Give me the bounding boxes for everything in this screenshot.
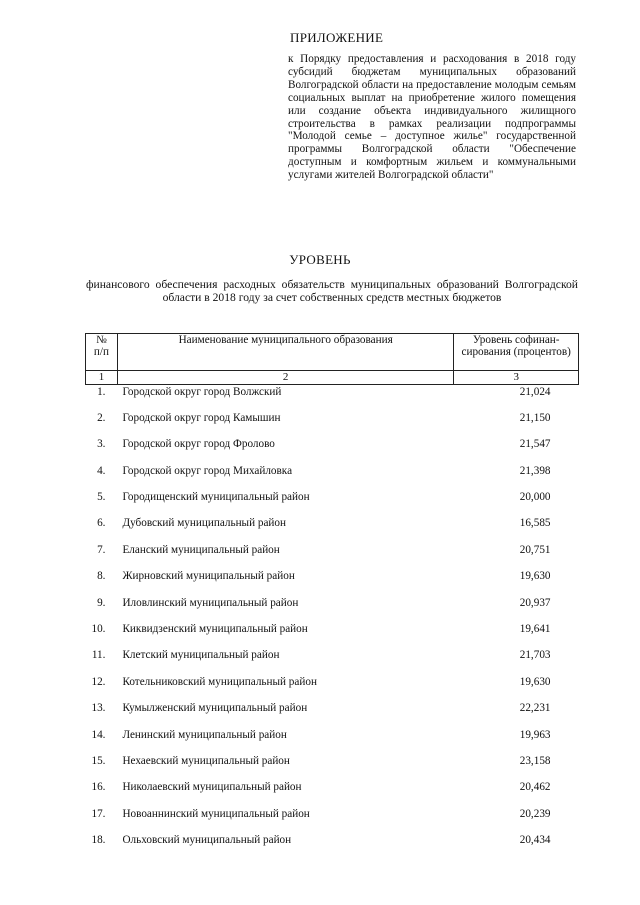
row-number: 15. bbox=[91, 754, 106, 767]
row-number: 7. bbox=[97, 543, 106, 556]
municipality-name: Городской округ город Фролово bbox=[122, 438, 275, 451]
row-number: 2. bbox=[97, 411, 106, 424]
table-row bbox=[86, 728, 579, 754]
table-row bbox=[86, 754, 579, 780]
table-row bbox=[86, 701, 579, 727]
table-row bbox=[86, 490, 579, 516]
table-body bbox=[86, 385, 579, 860]
municipality-name: Жирновский муниципальный район bbox=[122, 570, 295, 583]
row-number: 4. bbox=[97, 464, 106, 477]
row-number: 9. bbox=[97, 596, 106, 609]
municipality-name: Кумылженский муниципальный район bbox=[122, 702, 308, 715]
cofinancing-level: 21,703 bbox=[519, 649, 551, 662]
row-number: 10. bbox=[91, 623, 106, 636]
appendix-title: ПРИЛОЖЕНИЕ bbox=[290, 30, 384, 45]
header-number-line1: № bbox=[96, 334, 107, 346]
cofinancing-level: 21,547 bbox=[519, 438, 551, 451]
table-row bbox=[86, 464, 579, 490]
table-row bbox=[86, 780, 579, 806]
cofinancing-level: 19,641 bbox=[519, 623, 551, 636]
column-number-row bbox=[86, 371, 579, 385]
header-level: Уровень софинан-сирования (процентов) bbox=[454, 334, 579, 371]
row-number: 14. bbox=[91, 728, 106, 741]
column-number: 3 bbox=[454, 371, 579, 385]
table-header-row bbox=[86, 334, 579, 371]
row-number: 13. bbox=[91, 702, 106, 715]
header-name: Наименование муниципального образования bbox=[117, 334, 453, 371]
municipality-name: Иловлинский муниципальный район bbox=[122, 596, 299, 609]
table-row bbox=[86, 596, 579, 622]
municipality-name: Ленинский муниципальный район bbox=[122, 728, 287, 741]
cofinancing-level: 20,000 bbox=[519, 491, 551, 504]
table-row bbox=[86, 411, 579, 437]
municipality-name: Котельниковский муниципальный район bbox=[122, 675, 317, 688]
cofinancing-level: 20,937 bbox=[519, 596, 551, 609]
cofinancing-level: 23,158 bbox=[519, 754, 551, 767]
cofinancing-level: 20,751 bbox=[519, 543, 551, 556]
cofinancing-level: 20,462 bbox=[519, 781, 551, 794]
row-number: 3. bbox=[97, 438, 106, 451]
municipality-name: Клетский муниципальный район bbox=[122, 649, 280, 662]
row-number: 5. bbox=[97, 491, 106, 504]
row-number: 1. bbox=[97, 386, 106, 398]
cofinancing-level: 19,630 bbox=[519, 675, 551, 688]
cofinancing-level: 21,398 bbox=[519, 464, 551, 477]
table-row bbox=[86, 622, 579, 648]
municipality-name: Еланский муниципальный район bbox=[122, 543, 280, 556]
municipality-name: Николаевский муниципальный район bbox=[122, 781, 302, 794]
cofinancing-level: 19,963 bbox=[519, 728, 551, 741]
cofinancing-level: 21,024 bbox=[519, 386, 551, 398]
cofinancing-level: 19,630 bbox=[519, 570, 551, 583]
cofinancing-level: 20,239 bbox=[519, 807, 551, 820]
cofinancing-level: 20,434 bbox=[519, 834, 551, 847]
table-row bbox=[86, 543, 579, 569]
municipality-name: Городской округ город Камышин bbox=[122, 411, 281, 424]
column-number: 2 bbox=[117, 371, 453, 385]
header-number bbox=[86, 334, 118, 371]
municipality-name: Ольховский муниципальный район bbox=[122, 834, 292, 847]
table-row bbox=[86, 516, 579, 542]
table-row bbox=[86, 675, 579, 701]
cofinancing-level: 22,231 bbox=[519, 702, 551, 715]
cofinancing-level: 21,150 bbox=[519, 411, 551, 424]
table-row bbox=[86, 437, 579, 463]
row-number: 16. bbox=[91, 781, 106, 794]
municipality-name: Городищенский муниципальный район bbox=[122, 491, 310, 504]
municipality-name: Городской округ город Волжский bbox=[122, 386, 282, 398]
table-row bbox=[86, 833, 579, 859]
table-row bbox=[86, 807, 579, 833]
header-number-line2: п/п bbox=[93, 346, 110, 358]
document-subtitle: финансового обеспечения расходных обязательств муниципальных образований Волгоградской области в 2018 году за счет собственных средств местных бюджетов bbox=[86, 278, 578, 304]
document-title: УРОВЕНЬ bbox=[289, 252, 351, 267]
row-number: 11. bbox=[91, 649, 106, 662]
appendix-text: к Порядку предоставления и расходования в 2018 году субсидий бюджетам муниципальных образований Волгоградской области на предоставление молодым семьям социальных выплат на приобретение жилого помещения или создание объекта индивидуального жилищного строительства в рамках реализации подпрограммы "Молодой семье – доступное жилье" государственной программы Волгоградской области "Обеспечение доступным и комфортным жильем и коммунальными услугами жителей Волгоградской области" bbox=[288, 53, 576, 182]
municipality-name: Дубовский муниципальный район bbox=[122, 517, 286, 530]
municipality-name: Городской округ город Михайловка bbox=[122, 464, 293, 477]
column-number: 1 bbox=[86, 371, 118, 385]
row-number: 18. bbox=[91, 834, 106, 847]
table-row bbox=[86, 648, 579, 674]
row-number: 8. bbox=[97, 570, 106, 583]
municipality-name: Киквидзенский муниципальный район bbox=[122, 623, 308, 636]
cofinancing-level: 16,585 bbox=[519, 517, 551, 530]
municipality-name: Нехаевский муниципальный район bbox=[122, 754, 290, 767]
municipality-name: Новоаннинский муниципальный район bbox=[122, 807, 310, 820]
row-number: 17. bbox=[91, 807, 106, 820]
table-row bbox=[86, 569, 579, 595]
table-row bbox=[86, 385, 579, 411]
row-number: 12. bbox=[91, 675, 106, 688]
cofinancing-table bbox=[85, 333, 579, 860]
row-number: 6. bbox=[97, 517, 106, 530]
